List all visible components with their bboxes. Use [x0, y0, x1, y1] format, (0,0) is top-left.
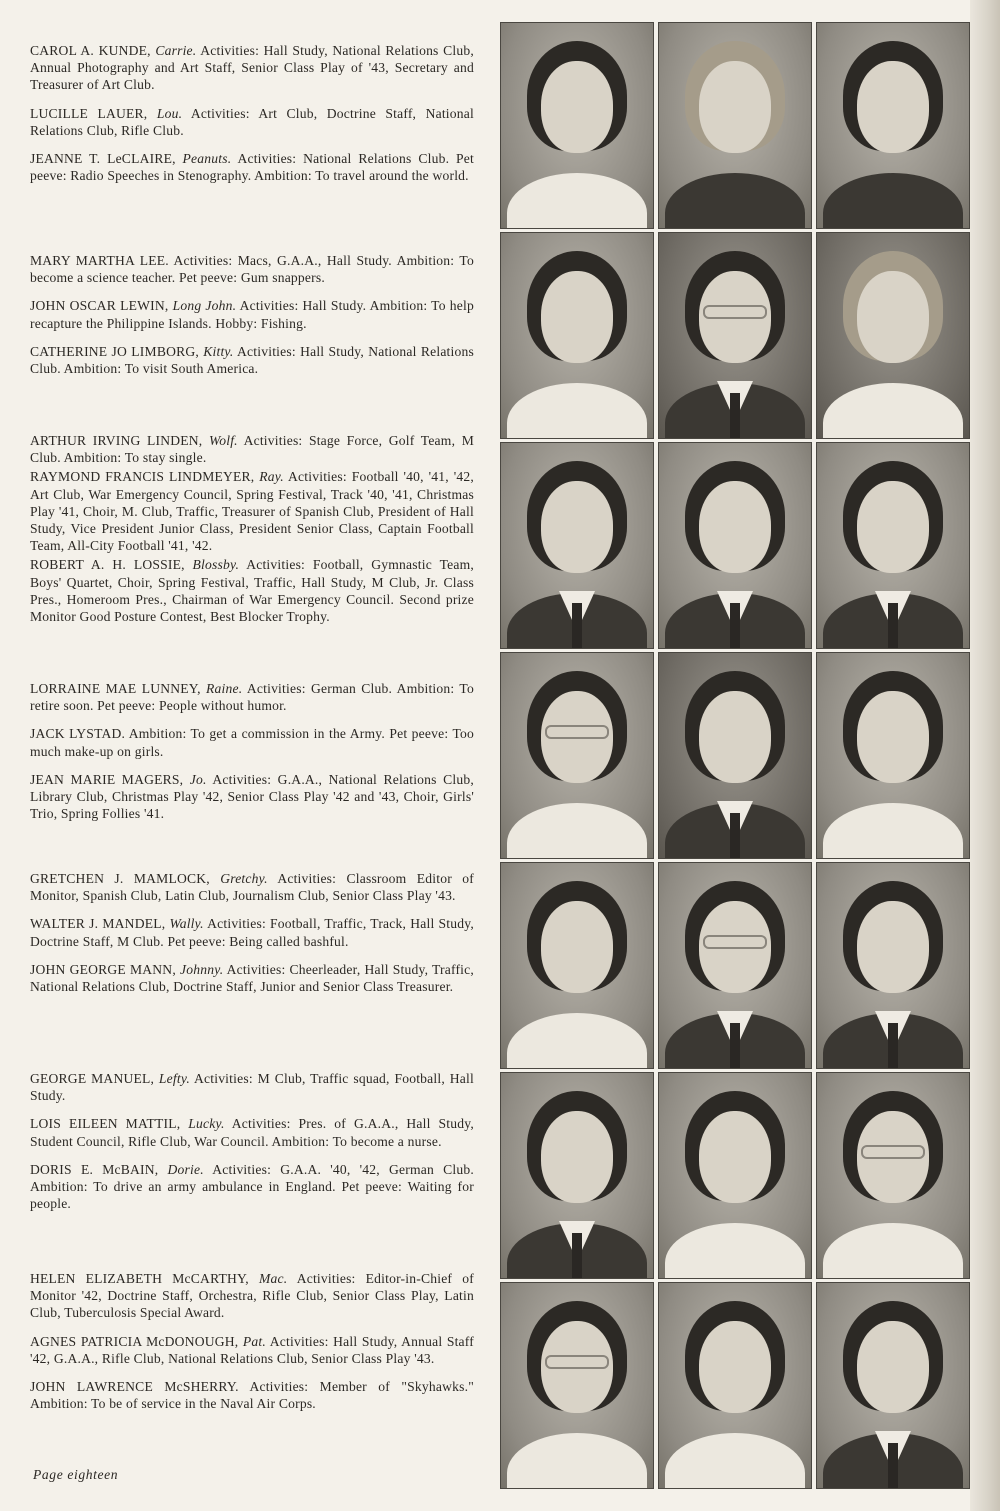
page-number: Page eighteen [33, 1467, 119, 1482]
senior-entry: GEORGE MANUEL, Lefty. Activities: M Club, Traffic squad, Football, Hall Study. [30, 1071, 474, 1104]
senior-entry: ROBERT A. H. LOSSIE, Blossby. Activities: Football, Gymnastic Team, Boys' Quartet, Choir, Spring Festival, Traffic, Hall Study, M Club, Jr. Class Pres., Homeroom Pres., Chairman of War Emergency Council. Second prize Monitor Good Posture Contest, Best Blocker Trophy. [30, 557, 474, 625]
portrait-photo [500, 652, 654, 859]
senior-entry: MARY MARTHA LEE. Activities: Macs, G.A.A., Hall Study. Ambition: To become a science teacher. Pet peeve: Gum snappers. [30, 253, 474, 286]
senior-entry: RAYMOND FRANCIS LINDMEYER, Ray. Activities: Football '40, '41, '42, Art Club, War Emergency Council, Spring Festival, Track '40, '41, Christmas Play '41, Choir, M. Club, Traffic, Treasurer of Spanish Club, President of Hall Study, Vice President Junior Class, President Senior Class, Captain Football Team, All-City Football '41, '42. [30, 469, 475, 554]
portrait-photo [500, 862, 654, 1069]
entry-group-3 [30, 432, 474, 627]
portrait-photo [658, 442, 812, 649]
portrait-row [500, 1072, 970, 1279]
senior-entry: LOIS EILEEN MATTIL, Lucky. Activities: Pres. of G.A.A., Hall Study, Student Council, Rifle Club, War Council. Ambition: To become a nurse. [30, 1116, 474, 1149]
portrait-photo [500, 22, 654, 229]
portrait-photo [816, 22, 970, 229]
entry-group-6 [30, 1070, 474, 1223]
senior-entry: WALTER J. MANDEL, Wally. Activities: Football, Traffic, Track, Hall Study, Doctrine Staff, M Club. Pet peeve: Being called bashful. [30, 916, 474, 949]
senior-entry: ARTHUR IRVING LINDEN, Wolf. Activities: Stage Force, Golf Team, M Club. Ambition: To stay single. [30, 433, 474, 466]
senior-entry: AGNES PATRICIA McDONOUGH, Pat. Activities: Hall Study, Annual Staff '42, G.A.A., Rifle Club, National Relations Club, Senior Class Play '43. [30, 1333, 474, 1366]
senior-entry: LORRAINE MAE LUNNEY, Raine. Activities: German Club. Ambition: To retire soon. Pet peeve: People without humor. [30, 681, 474, 714]
portrait-row [500, 232, 970, 439]
senior-entry: JEAN MARIE MAGERS, Jo. Activities: G.A.A., National Relations Club, Library Club, Christmas Play '42, Senior Class Play '42 and '43, Choir, Girls' Trio, Spring Follies '41. [30, 771, 474, 822]
portrait-row [500, 442, 970, 649]
portrait-photo [658, 1282, 812, 1489]
portrait-photo [816, 1282, 970, 1489]
portrait-photo [658, 652, 812, 859]
portrait-photo [658, 862, 812, 1069]
portrait-photo [658, 1072, 812, 1279]
entry-group-4 [30, 680, 474, 833]
portrait-row [500, 862, 970, 1069]
senior-entry: DORIS E. McBAIN, Dorie. Activities: G.A.A. '40, '42, German Club. Ambition: To drive an army ambulance in England. Pet peeve: Waiting for people. [30, 1161, 474, 1212]
senior-entry: CAROL A. KUNDE, Carrie. Activities: Hall Study, National Relations Club, Annual Photography and Art Staff, Senior Class Play of '43, Secretary and Treasurer of Art Club. [30, 43, 474, 93]
page-gutter [970, 0, 1000, 1511]
portrait-photo [816, 232, 970, 439]
entry-group-7 [30, 1270, 474, 1423]
portrait-photo [658, 22, 812, 229]
portrait-photo [500, 442, 654, 649]
senior-entry: JOHN LAWRENCE McSHERRY. Activities: Member of "Skyhawks." Ambition: To be of service in the Naval Air Corps. [30, 1379, 474, 1412]
portrait-photo [816, 1072, 970, 1279]
portrait-photo [500, 1282, 654, 1489]
portrait-photo [500, 1072, 654, 1279]
portrait-row [500, 1282, 970, 1489]
senior-entry: JACK LYSTAD. Ambition: To get a commission in the Army. Pet peeve: Too much make-up on girls. [30, 726, 475, 759]
senior-entry: LUCILLE LAUER, Lou. Activities: Art Club, Doctrine Staff, National Relations Club, Rifle Club. [30, 105, 474, 138]
senior-entry: CATHERINE JO LIMBORG, Kitty. Activities: Hall Study, National Relations Club. Ambition: To visit South America. [30, 343, 474, 377]
senior-entry: GRETCHEN J. MAMLOCK, Gretchy. Activities: Classroom Editor of Monitor, Spanish Club, Latin Club, Journalism Club, Senior Class Play '43. [30, 871, 474, 904]
portrait-photo [816, 442, 970, 649]
entry-group-2 [30, 252, 474, 388]
entry-group-5 [30, 870, 474, 1006]
portrait-photo [658, 232, 812, 439]
portrait-row [500, 22, 970, 229]
portrait-row [500, 652, 970, 859]
senior-entry: JOHN GEORGE MANN, Johnny. Activities: Cheerleader, Hall Study, Traffic, National Relations Club, Doctrine Staff, Junior and Senior Class Treasurer. [30, 961, 474, 995]
senior-entry: JEANNE T. LeCLAIRE, Peanuts. Activities: National Relations Club. Pet peeve: Radio Speeches in Stenography. Ambition: To travel around the world. [30, 151, 474, 184]
portrait-photo [500, 232, 654, 439]
senior-entry: JOHN OSCAR LEWIN, Long John. Activities: Hall Study. Ambition: To help recapture the Philippine Islands. Hobby: Fishing. [30, 298, 475, 331]
senior-entry: HELEN ELIZABETH McCARTHY, Mac. Activities: Editor-in-Chief of Monitor '42, Doctrine Staff, Orchestra, Rifle Club, Senior Class Play, Latin Club, Tuberculosis Special Award. [30, 1271, 474, 1321]
entry-group-1 [30, 42, 474, 195]
portrait-photo [816, 862, 970, 1069]
portrait-photo [816, 652, 970, 859]
